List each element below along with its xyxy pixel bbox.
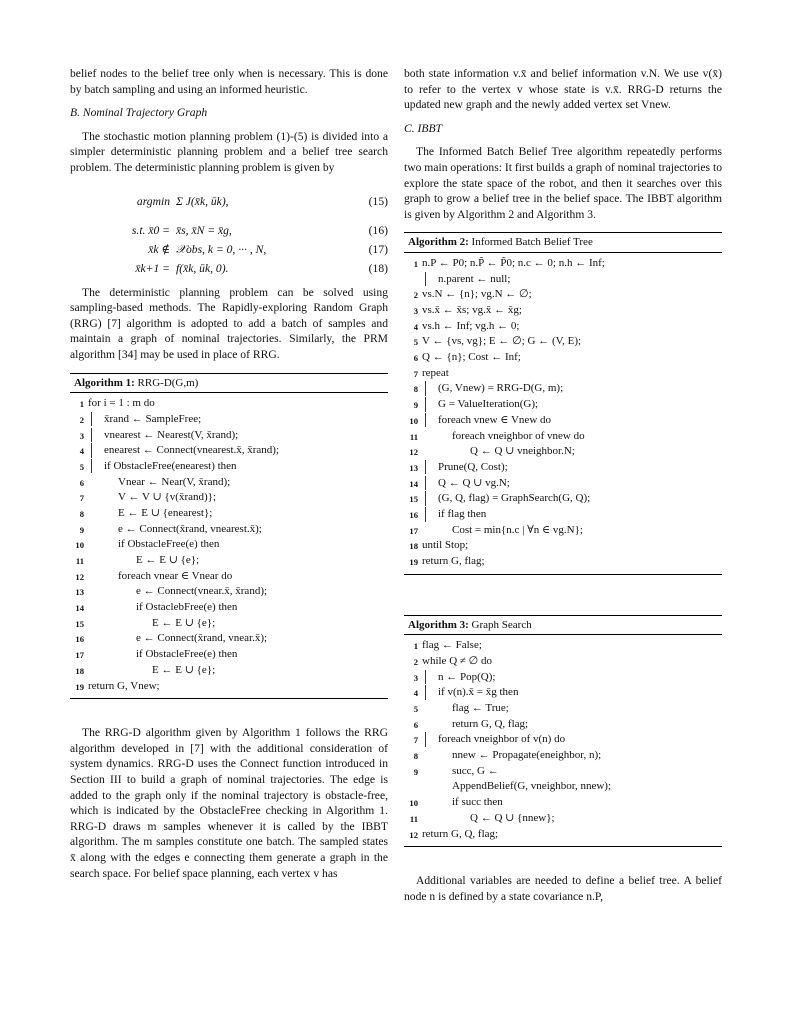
line-text: Vnear ← Near(V, x̄rand); — [118, 475, 231, 488]
algorithm-label: Algorithm 1: — [74, 376, 135, 389]
line-text: vs.N ← {n}; vg.N ← ∅; — [422, 288, 532, 301]
paragraph: Additional variables are needed to define a belief tree. A belief node n is defined by a state covariance n.P, — [404, 874, 722, 903]
algorithm-line — [404, 670, 722, 686]
algorithm-line — [70, 584, 388, 600]
line-number: 8 — [413, 751, 418, 762]
algorithm-caption — [404, 233, 722, 253]
line-number: 8 — [79, 508, 84, 519]
algorithm-line — [70, 600, 388, 616]
line-text: Q ← Q ∪ {nnew}; — [470, 811, 555, 824]
line-number: 15 — [75, 618, 84, 629]
line-text: vnearest ← Nearest(V, x̄rand); — [91, 428, 388, 443]
equation-number: (17) — [368, 243, 388, 257]
algorithm-line — [404, 654, 722, 670]
line-number: 11 — [75, 556, 84, 566]
paragraph: The stochastic motion planning problem (1)-(5) is divided into a simpler deterministic planning problem and a belief tree search problem. The deterministic planning problem is given by — [70, 129, 388, 174]
line-text: nnew ← Propagate(eneighbor, n); — [452, 749, 602, 762]
line-text: G = ValueIteration(G); — [425, 397, 722, 412]
algorithm-line — [404, 685, 722, 701]
line-text: e ← Connect(vnear.x̄, x̄rand); — [136, 585, 268, 598]
line-text: Q ← Q ∪ vg.N; — [425, 476, 722, 491]
line-number: 14 — [75, 603, 84, 614]
line-text: E ← E ∪ {enearest}; — [118, 506, 213, 519]
algorithm-line — [404, 460, 722, 476]
equation-rhs: Σ J(x̄k, ūk), — [176, 194, 229, 208]
line-number: 5 — [413, 704, 418, 715]
line-number: 5 — [413, 337, 418, 348]
line-number: 10 — [409, 798, 418, 809]
line-number: 19 — [75, 681, 84, 692]
line-text: Q ← Q ∪ vneighbor.N; — [470, 445, 575, 458]
equation — [70, 241, 388, 260]
algorithm-line — [70, 428, 388, 444]
paragraph: The RRG-D algorithm given by Algorithm 1 follows the RRG algorithm developed in [7] with the additional consideration of system dynamics. RRG-D uses the Connect function introduced in Section III to build a graph of nominal trajectories. The edge is added to the graph only if the nominal trajectory is obstacle-free, which is indicated by the ObstacleFree checking in Algorithm 1. RRG-D draws m samples whenever it is called by the IBBT algorithm. The m samples constitute one batch. The sampled states x̄ along with the edges e connecting them generate a graph in the search space. For belief space planning, each vertex v has — [70, 726, 388, 880]
line-number: 7 — [413, 368, 418, 379]
line-text: x̄rand ← SampleFree; — [91, 412, 388, 427]
line-number: 9 — [413, 766, 418, 777]
line-number: 12 — [409, 447, 418, 458]
algorithm-line — [70, 537, 388, 553]
equation-rhs: 𝒳obs, k = 0, ··· , N, — [176, 243, 267, 257]
line-text: enearest ← Connect(vnearest.x̄, x̄rand); — [91, 443, 388, 458]
line-text: if ObstacleFree(e) then — [118, 538, 220, 551]
left-column — [70, 66, 388, 881]
algorithm-body — [70, 393, 388, 698]
line-text: e ← Connect(x̄rand, vnear.x̄); — [136, 632, 268, 645]
algorithm-line — [404, 476, 722, 492]
line-number: 6 — [413, 719, 418, 730]
line-number: 13 — [75, 587, 84, 598]
algorithm-line — [70, 396, 388, 412]
equation-lhs: x̄k+1 = — [135, 262, 170, 276]
algorithm-line — [404, 779, 722, 795]
line-text: vs.h ← Inf; vg.h ← 0; — [422, 319, 520, 332]
line-number: 6 — [413, 353, 418, 364]
line-text: e ← Connect(x̄rand, vnearest.x̄); — [118, 522, 262, 535]
line-text: foreach vnear ∈ Vnear do — [118, 569, 233, 582]
algorithm-line — [404, 256, 722, 272]
line-text: foreach vnew ∈ Vnew do — [425, 413, 722, 428]
line-number: 1 — [413, 258, 418, 269]
algorithm-name: Graph Search — [471, 618, 532, 631]
equation — [70, 260, 388, 279]
algorithm-line — [404, 811, 722, 827]
line-number: 13 — [409, 462, 418, 473]
line-text: if succ then — [452, 796, 503, 809]
line-number: 18 — [75, 665, 84, 676]
line-number: 3 — [79, 430, 84, 441]
line-number: 10 — [75, 540, 84, 551]
line-text: E ← E ∪ {e}; — [152, 616, 216, 629]
line-text: n.P ← P0; n.P̃ ← P̃0; n.c ← 0; n.h ← Inf; — [422, 256, 605, 269]
algorithm-line — [404, 717, 722, 733]
equation-rhs: x̄s, x̄N = x̄g, — [176, 224, 232, 238]
paragraph: The Informed Batch Belief Tree algorithm repeatedly performs two main operations: It first builds a graph of nominal trajectories to explore the state space of the robot, and then it searches over this graph to grow a belief tree in the belief space. The IBBT algorithm is given by Algorithm 2 and Algorithm 3. — [404, 145, 722, 221]
line-text: flag ← False; — [422, 639, 482, 652]
algorithm-line — [404, 429, 722, 445]
equation — [70, 222, 388, 241]
line-text: if ObstacleFree(e) then — [136, 648, 238, 661]
algorithm-line — [404, 334, 722, 350]
algorithm-line — [404, 748, 722, 764]
algorithm-line — [404, 397, 722, 413]
line-text: return G, flag; — [422, 555, 485, 567]
algorithm-line — [70, 663, 388, 679]
algorithm-line — [70, 647, 388, 663]
line-text: (G, Vnew) = RRG-D(G, m); — [425, 381, 722, 396]
algorithm-line — [70, 522, 388, 538]
algorithm-line — [70, 490, 388, 506]
equation-lhs: x̄k ∉ — [148, 243, 170, 257]
line-text: foreach vneighbor of vnew do — [452, 429, 585, 442]
algorithm-line — [70, 459, 388, 475]
line-text: while Q ≠ ∅ do — [422, 654, 493, 667]
algorithm-line — [404, 491, 722, 507]
line-number: 16 — [75, 634, 84, 645]
line-number: 7 — [413, 735, 418, 746]
equation-number: (18) — [368, 262, 388, 276]
algorithm-caption — [70, 374, 388, 394]
line-number: 4 — [413, 688, 418, 699]
algorithm-name: Informed Batch Belief Tree — [471, 236, 593, 249]
algorithm-line — [404, 538, 722, 554]
algorithm-line — [404, 381, 722, 397]
algorithm-line — [404, 272, 722, 288]
line-text: return G, Q, flag; — [422, 827, 499, 840]
algorithm-line — [70, 443, 388, 459]
algorithm-line — [404, 795, 722, 811]
algorithm-2 — [404, 232, 722, 574]
equation-number: (15) — [368, 194, 388, 208]
line-number: 7 — [79, 493, 84, 504]
right-column — [404, 66, 722, 904]
line-text: return G, Vnew; — [88, 679, 160, 692]
line-number: 2 — [413, 290, 418, 301]
algorithm-line — [404, 366, 722, 382]
line-text: if OstaclebFree(e) then — [136, 601, 238, 614]
line-number: 12 — [409, 829, 418, 840]
algorithm-line — [404, 827, 722, 843]
line-number: 4 — [413, 321, 418, 332]
algorithm-line — [70, 616, 388, 632]
line-text: if flag then — [425, 507, 722, 522]
algorithm-line — [404, 507, 722, 523]
algorithm-line — [404, 287, 722, 303]
algorithm-1 — [70, 373, 388, 700]
line-number: 8 — [413, 384, 418, 395]
algorithm-3 — [404, 615, 722, 848]
line-number: 14 — [409, 478, 418, 489]
algorithm-line — [404, 701, 722, 717]
algorithm-line — [70, 475, 388, 491]
line-text: E ← E ∪ {e}; — [152, 663, 216, 676]
algorithm-line — [70, 506, 388, 522]
line-text: return G, Q, flag; — [452, 717, 529, 730]
section-heading: C. IBBT — [404, 121, 443, 135]
algorithm-caption — [404, 616, 722, 636]
algorithm-line — [70, 412, 388, 428]
line-number: 4 — [79, 446, 84, 457]
line-number: 16 — [409, 509, 418, 520]
paragraph: The deterministic planning problem can be solved using sampling-based methods. The Rapidly-exploring Random Graph (RRG) [7] algorithm is adopted to add a batch of samples and maintain a graph of nominal trajectories. Similarly, the PRM algorithm [34] may be used in place of RRG. — [70, 285, 388, 361]
algorithm-line — [404, 444, 722, 460]
line-number: 1 — [79, 399, 84, 410]
algorithm-label: Algorithm 2: — [408, 236, 469, 249]
line-number — [404, 779, 422, 780]
line-number: 19 — [409, 557, 418, 567]
equation-number: (16) — [368, 224, 388, 238]
line-text: until Stop; — [422, 539, 469, 552]
line-text: E ← E ∪ {e}; — [136, 554, 200, 566]
line-text: flag ← True; — [452, 702, 509, 715]
line-number: 6 — [79, 477, 84, 488]
line-text: V ← V ∪ {v(x̄rand)}; — [118, 491, 216, 504]
line-number — [404, 272, 422, 273]
line-number: 17 — [75, 650, 84, 661]
line-text: if ObstacleFree(enearest) then — [91, 459, 388, 474]
algorithm-body — [404, 635, 722, 846]
line-text: for i = 1 : m do — [88, 397, 155, 410]
line-number: 10 — [409, 415, 418, 426]
algorithm-line — [70, 679, 388, 695]
line-text: n.parent ← null; — [425, 272, 722, 287]
line-text: Cost = min{n.c | ∀n ∈ vg.N}; — [452, 523, 583, 536]
line-number: 15 — [409, 494, 418, 505]
section-heading: B. Nominal Trajectory Graph — [70, 106, 208, 120]
line-text: foreach vneighbor of v(n) do — [425, 732, 722, 747]
algorithm-line — [404, 319, 722, 335]
line-number: 3 — [413, 672, 418, 683]
line-text: AppendBelief(G, vneighbor, nnew); — [452, 780, 612, 793]
line-text: n ← Pop(Q); — [425, 670, 722, 685]
algorithm-line — [404, 413, 722, 429]
line-text: Q ← {n}; Cost ← Inf; — [422, 351, 521, 364]
line-number: 18 — [409, 541, 418, 552]
algorithm-line — [70, 553, 388, 569]
line-number: 9 — [413, 400, 418, 411]
algorithm-line — [404, 732, 722, 748]
line-text: Prune(Q, Cost); — [425, 460, 722, 475]
equation-rhs: f(x̄k, ūk, 0). — [176, 262, 229, 276]
line-number: 2 — [79, 414, 84, 425]
line-number: 11 — [409, 431, 418, 442]
line-number: 3 — [413, 306, 418, 316]
equation — [70, 182, 388, 222]
algorithm-line — [404, 554, 722, 570]
equation-block — [70, 182, 388, 279]
algorithm-label: Algorithm 3: — [408, 618, 469, 631]
equation-lhs: s.t. x̄0 = — [131, 224, 170, 238]
paragraph: belief nodes to the belief tree only when is necessary. This is done by batch sampling and using an informed heuristic. — [70, 67, 388, 96]
line-number: 17 — [409, 525, 418, 536]
algorithm-line — [404, 638, 722, 654]
line-number: 11 — [409, 813, 418, 824]
line-text: succ, G ← — [452, 764, 499, 777]
line-number: 5 — [79, 461, 84, 472]
algorithm-line — [404, 764, 722, 780]
algorithm-name: RRG-D(G,m) — [137, 376, 199, 389]
algorithm-line — [70, 569, 388, 585]
line-text: vs.x̄ ← x̄s; vg.x̄ ← x̄g; — [422, 304, 522, 316]
line-text: V ← {vs, vg}; E ← ∅; G ← (V, E); — [422, 335, 582, 348]
algorithm-body — [404, 253, 722, 574]
line-number: 2 — [413, 656, 418, 667]
line-number: 12 — [75, 571, 84, 582]
line-text: (G, Q, flag) = GraphSearch(G, Q); — [425, 491, 722, 506]
algorithm-line — [70, 631, 388, 647]
equation-lhs: argmin — [136, 194, 170, 208]
algorithm-line — [404, 303, 722, 319]
line-text: if v(n).x̄ = x̄g then — [425, 685, 722, 700]
line-text: repeat — [422, 366, 449, 379]
line-number: 9 — [79, 524, 84, 535]
paragraph: both state information v.x̄ and belief information v.N. We use v(x̄) to refer to the vertex v whose state is v.x̄. RRG-D returns the updated new graph and the newly added vertex set Vnew. — [404, 67, 722, 112]
algorithm-line — [404, 523, 722, 539]
line-number: 1 — [413, 641, 418, 652]
algorithm-line — [404, 350, 722, 366]
